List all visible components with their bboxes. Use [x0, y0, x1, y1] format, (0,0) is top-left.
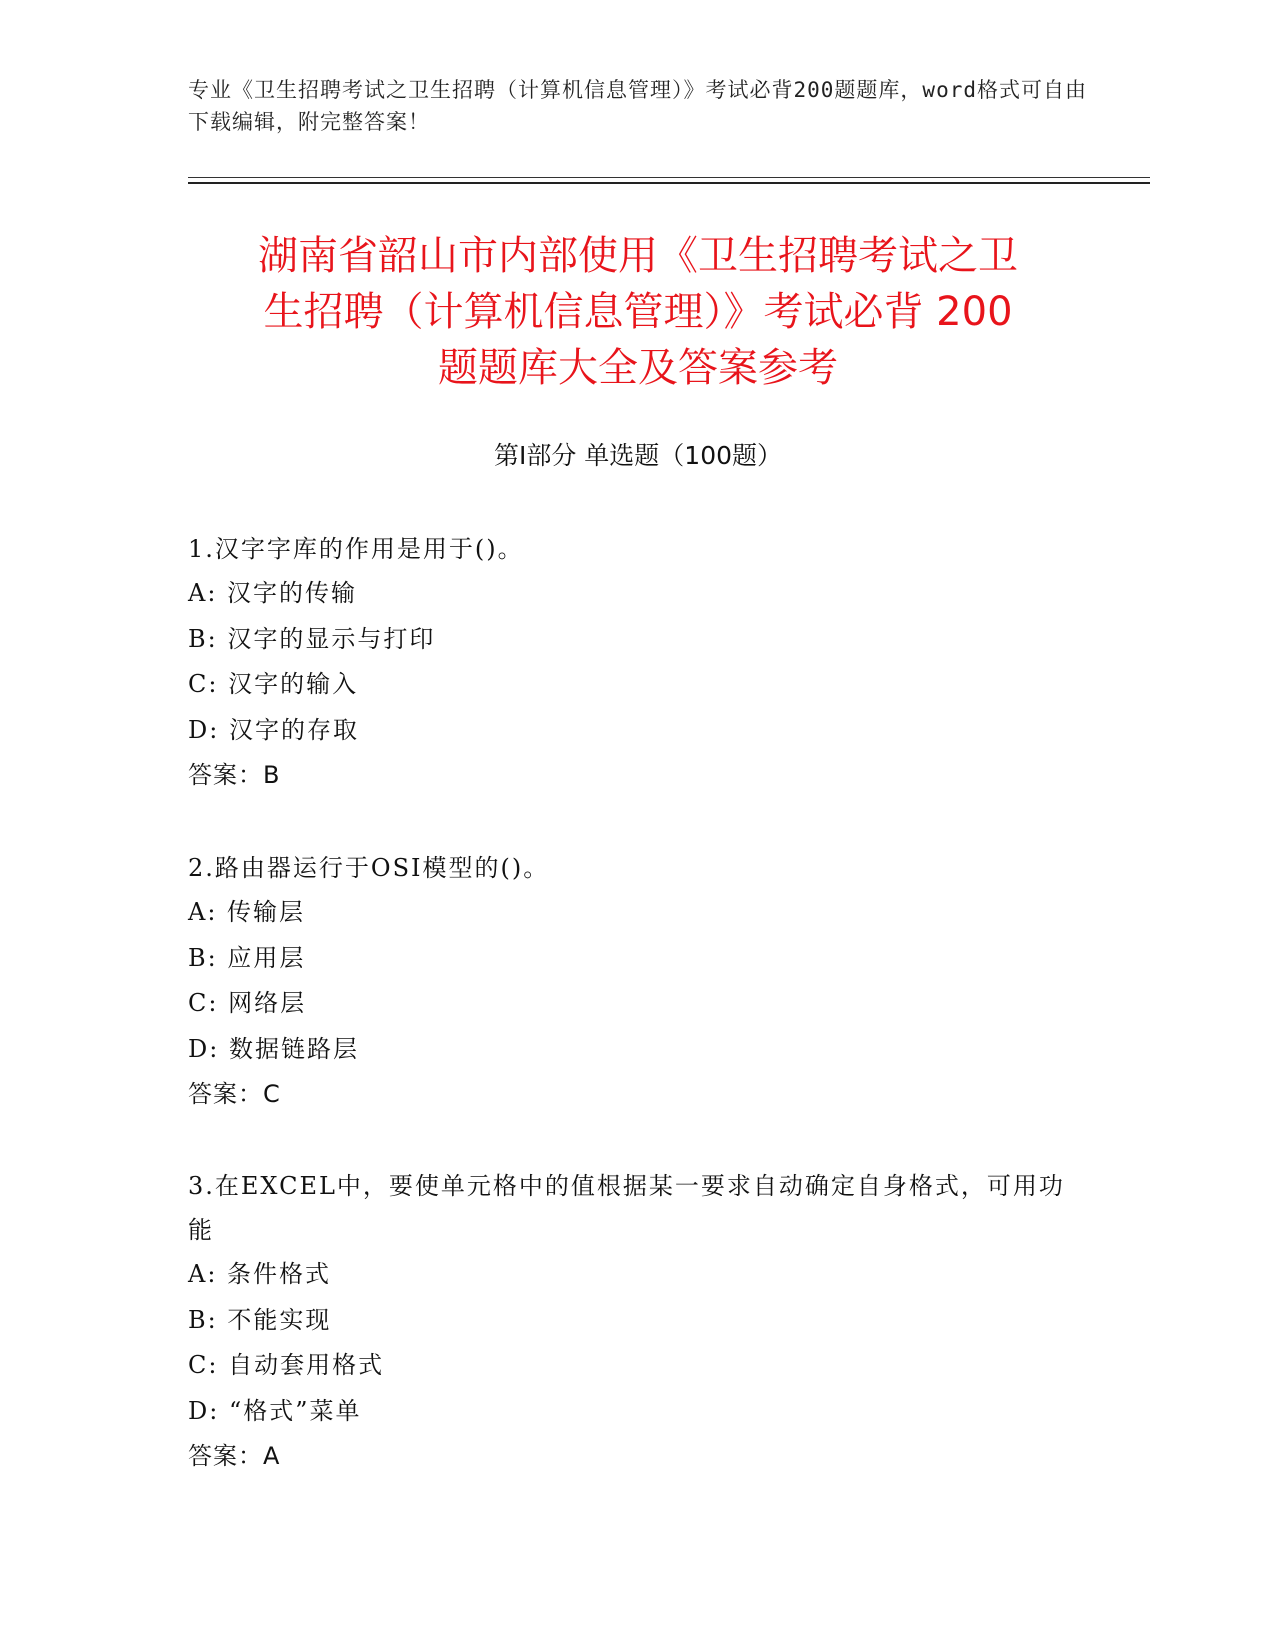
option-c: C: 网络层 — [188, 989, 307, 1017]
question-3 — [188, 1164, 1088, 1479]
option-a: A: 汉字的传输 — [188, 579, 358, 607]
header-divider-thick — [188, 182, 1150, 184]
title-line-1: 湖南省韶山市内部使用《卫生招聘考试之卫 — [258, 233, 1018, 279]
question-stem: 2.路由器运行于OSI模型的()。 — [188, 854, 550, 882]
option-d: D: 数据链路层 — [188, 1034, 359, 1063]
option-b: B: 不能实现 — [188, 1305, 332, 1334]
answer-line: 答案：C — [188, 1080, 281, 1108]
title-line-3: 题题库大全及答案参考 — [438, 345, 838, 391]
option-c: C: 自动套用格式 — [188, 1351, 385, 1379]
header-note: 专业《卫生招聘考试之卫生招聘（计算机信息管理）》考试必背200题题库，word格式可自由下载编辑，附完整答案！ — [188, 78, 1087, 134]
question-stem: 1.汉字字库的作用是用于()。 — [188, 535, 524, 563]
section-title: 第Ⅰ部分 单选题（100题） — [493, 441, 783, 470]
header-divider-thin — [188, 177, 1150, 178]
question-stem: 3.在EXCEL中，要使单元格中的值根据某一要求自动确定自身格式，可用功能 — [188, 1172, 1065, 1244]
option-c: C: 汉字的输入 — [188, 670, 359, 698]
option-a: A: 传输层 — [188, 898, 306, 926]
option-d: D: 汉字的存取 — [188, 715, 359, 744]
question-2 — [188, 846, 1088, 1117]
question-1 — [188, 527, 1088, 798]
option-b: B: 应用层 — [188, 943, 306, 972]
answer-line: 答案：A — [188, 1442, 281, 1470]
document-title — [188, 228, 1088, 396]
answer-line: 答案：B — [188, 761, 281, 789]
option-d: D: “格式”菜单 — [188, 1396, 362, 1425]
title-line-2: 生招聘（计算机信息管理）》考试必背 200 — [263, 289, 1013, 335]
option-a: A: 条件格式 — [188, 1260, 332, 1288]
option-b: B: 汉字的显示与打印 — [188, 624, 436, 653]
